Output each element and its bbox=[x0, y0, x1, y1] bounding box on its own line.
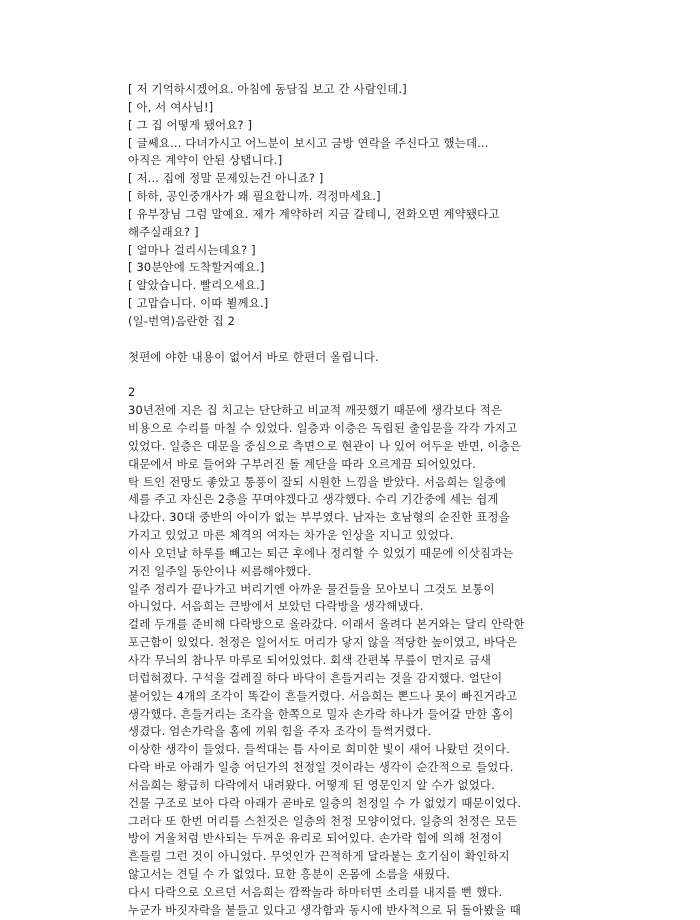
dialogue-line: [ 아, 서 여사님!] bbox=[128, 99, 214, 114]
dialogue-line: [ 고맙습니다. 이따 뵐께요.] bbox=[128, 296, 269, 311]
body-line: 서음희는 황급히 다락에서 내려왔다. 어떻게 된 영문인지 알 수가 없었다. bbox=[128, 777, 495, 792]
body-line: 누군가 바짓자락을 붙들고 있다고 생각함과 동시에 반사적으로 뒤 돌아봤을 때 bbox=[128, 902, 521, 917]
body-line: 더럽혀졌다. 구석을 걸레질 하다 바닥이 흔들거리는 것을 감지했다. 얼단이 bbox=[128, 670, 503, 685]
body-line: 30년전에 지은 집 치고는 단단하고 비교적 깨끗했기 때문에 생각보다 적은 bbox=[128, 403, 503, 418]
body-line: 나갔다. 30대 중반의 아이가 없는 부부였다. 남자는 호남형의 순진한 표정을 bbox=[128, 510, 510, 525]
dialogue-line: [ 저... 집에 정말 문제있는건 아니죠? ] bbox=[128, 171, 324, 186]
body-line: 포근함이 있었다. 천정은 일어서도 머리가 닿지 않을 적당한 높이였고, 바닥은 bbox=[128, 635, 518, 650]
body-line: 그러다 또 한번 머리를 스친것은 일층의 천정 모양이었다. 일층의 천정은 모든 bbox=[128, 813, 518, 828]
body-line: 않고서는 견딜 수 가 없었다. 묘한 흥분이 온몸에 소름을 새웠다. bbox=[128, 867, 451, 882]
dialogue-block bbox=[128, 81, 580, 331]
body-line: 일주 정리가 끝나가고 버리기엔 아까운 물건들을 모아보니 그것도 보통이 bbox=[128, 581, 495, 596]
chapter-number: 2 bbox=[128, 385, 136, 400]
body-line: 아니었다. 서음희는 큰방에서 보았던 다락방을 생각해냈다. bbox=[128, 599, 424, 614]
dialogue-line: [ 글쎄요... 다녀가시고 어느분이 보시고 금방 연락을 주신다고 했는데... bbox=[128, 135, 489, 150]
body-line: 비용으로 수리를 마칠 수 있었다. 일층과 이층은 독립된 출입문을 각각 가지고 bbox=[128, 421, 518, 436]
author-note: 첫편에 야한 내용이 없어서 바로 한편더 올립니다. bbox=[128, 349, 379, 364]
body-line: 다락 바로 아래가 일층 어딘가의 천정일 것이라는 생각이 순간적으로 들었다. bbox=[128, 760, 514, 775]
body-line: 다시 다락으로 오르던 서음희는 깜짝놀라 하마터면 소리를 내지를 뻔 했다. bbox=[128, 884, 503, 899]
dialogue-line: [ 유부장님 그럼 말예요. 제가 계약하러 지금 갈테니, 전화오면 계약됐다고 bbox=[128, 206, 500, 221]
blank-line bbox=[128, 367, 580, 385]
body-line: 방이 거울처럼 반사되는 두꺼운 유리로 되어있다. 손가락 힘에 의해 천정이 bbox=[128, 831, 503, 846]
story-title: (일-번역)음란한 집 2 bbox=[128, 313, 236, 328]
dialogue-line: [ 하하, 공인중개사가 왜 필요합니까. 걱정마세요.] bbox=[128, 189, 381, 204]
dialogue-line: [ 얼마나 걸리시는데요? ] bbox=[128, 242, 256, 257]
blank-line bbox=[128, 331, 580, 349]
body-line: 대문에서 바로 들어와 구부러진 돌 계단을 따라 오르게끔 되어있었다. bbox=[128, 456, 477, 471]
body-line: 세를 주고 자신은 2층을 꾸며야겠다고 생각했다. 수리 기간중에 세는 쉽게 bbox=[128, 492, 499, 507]
dialogue-line: [ 저 기억하시겠어요. 아침에 동담집 보고 간 사람인데.] bbox=[128, 82, 407, 96]
body-line: 건물 구조로 보아 다락 아래가 곧바로 일층의 천정일 수 가 없었기 때문이었다. bbox=[128, 795, 522, 810]
body-line: 거진 일주일 동안이나 씨름해야했다. bbox=[128, 563, 312, 578]
body-line: 이상한 생각이 들었다. 들썩대는 틈 사이로 희미한 빛이 새어 나왔던 것이다. bbox=[128, 742, 510, 757]
body-line: 있었다. 일층은 대문을 중심으로 측면으로 현관이 나 있어 어두운 반면, 이층은 bbox=[128, 438, 522, 453]
body-line: 걸레 두개를 준비해 다락방으로 올라갔다. 이래서 올려다 본거와는 달리 안락한 bbox=[128, 617, 525, 632]
body-text bbox=[128, 402, 580, 919]
document-page bbox=[128, 81, 580, 920]
body-line: 붙어있는 4개의 조각이 똑같이 흔들거렸다. 서음희는 뽄드나 못이 빠진거라고 bbox=[128, 688, 518, 703]
dialogue-line: [ 그 집 어떻게 됐어요? ] bbox=[128, 117, 253, 132]
dialogue-line: [ 알았습니다. 빨리오세요.] bbox=[128, 278, 265, 293]
body-line: 탁 트인 전망도 좋았고 통풍이 잘되 시원한 느낌을 받았다. 서음희는 일층에 bbox=[128, 474, 507, 489]
dialogue-line: 아직은 계약이 안된 상탭니다.] bbox=[128, 153, 283, 168]
body-line: 가지고 있었고 마른 체격의 여자는 차가운 인상을 지니고 있었다. bbox=[128, 528, 454, 543]
body-line: 이사 오던날 하루를 빼고는 퇴근 후에나 정리할 수 있었기 때문에 이삿짐과는 bbox=[128, 545, 514, 560]
body-line: 흔들릴 그런 것이 아니었다. 무엇인가 끈적하게 달라붙는 호기심이 확인하지 bbox=[128, 849, 510, 864]
body-line: 사각 무늬의 참나무 마루로 되어있었다. 회색 간편복 무릎이 먼지로 금새 bbox=[128, 653, 492, 667]
dialogue-line: 해주실래요? ] bbox=[128, 224, 199, 239]
body-line: 생각했다. 흔들거리는 조각을 한쪽으로 밀자 손가락 하나가 들어갈 만한 홈이 bbox=[128, 706, 514, 721]
body-line: 생겼다. 엄손가락을 홈에 끼워 힘을 주자 조각이 들썩거렸다. bbox=[128, 724, 432, 739]
dialogue-line: [ 30분안에 도착할거예요.] bbox=[128, 260, 265, 275]
